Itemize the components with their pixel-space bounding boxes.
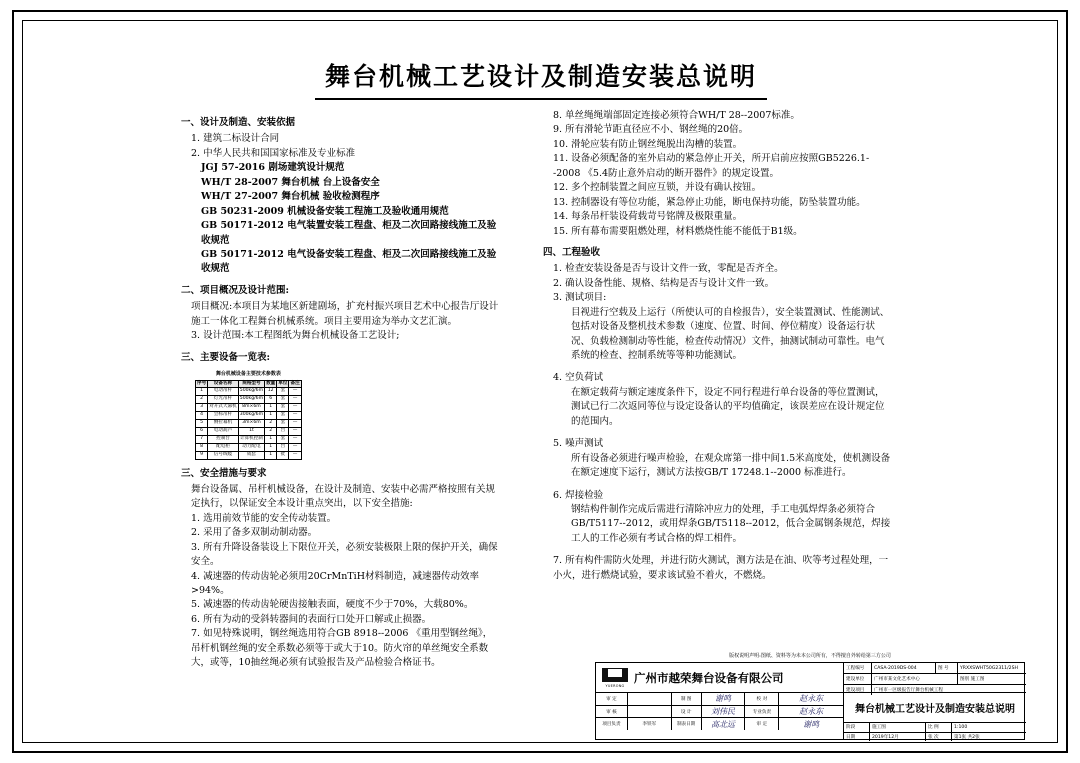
section-1-item: 2. 中华人民共和国国家标准及专业标准 [191,147,356,159]
cell: 成套 [238,451,264,459]
cell: 500kg/6m [238,388,264,396]
project-info-cell [844,663,1026,693]
cell: 批 [277,451,289,459]
section-3-item: 6. 所有为动的受斜转器间的表面行口处开口解或止损器。 [191,613,432,625]
sig-role: 设 计 [672,706,702,718]
table-row [196,427,302,435]
logo-caption: YUERONG [605,683,625,688]
standard-row [201,161,501,175]
sig-signature: 谢鸣 [702,693,746,705]
sig-role: 审 定 [596,693,628,705]
meta-value: 1:100 [954,724,968,730]
info-value: CASA-2019DS-004 [872,663,936,673]
cell: — [289,420,301,428]
table-row [196,443,302,451]
section-1-heading: 一、设计及制造、安装依据 [181,117,296,128]
section-3-item: 7. 如见特殊说明，钢丝绳选用符合GB 8918--2006 《重用型钢丝绳》，吊杆机钢丝绳的安全系数必须等于或大于10。防火帘的单丝绳安全系数大，或等，10抽丝绳必须有试验报告及产品检验合格证书。 [191,628,493,669]
cell: — [289,451,301,459]
cell: 2 [196,396,208,404]
cell: 1 [196,388,208,396]
meta-row [844,733,1026,742]
company-logo-icon [602,668,628,688]
cell: 动力配电 [238,443,264,451]
cell: 配电柜 [208,443,239,451]
table-row [596,718,843,730]
page-title-text: 舞台机械工艺设计及制造安装总说明 [315,57,767,100]
cell: 8 [196,443,208,451]
sig-role: 审 定 [745,718,779,730]
cell: 5 [196,420,208,428]
section-3-item: 4. 减速器的传动齿轮必须用20CrMnTiH材料制造，减速器传动效率>94%。 [191,570,479,596]
meta-label: 张 次 [926,733,952,742]
section-3-item: 1. 选用前效节能的安全传动装置。 [191,512,337,524]
cell: — [289,427,301,435]
cell: 套 [277,388,289,396]
standard-name: 舞台机械 验收检测程序 [281,191,380,203]
cell: 电动葫芦 [208,427,239,435]
info-label: 图 号 [936,663,958,673]
cell: — [289,412,301,420]
sheet-inner-border [22,20,1058,743]
section-4-item: 2. 确认设备性能、规格、结构是否与设计文件一致。 [553,277,775,289]
spec-table-caption: 舞台机械设备主要技术参数表 [215,371,281,377]
info-row [844,663,1026,674]
section-2-heading: 二、项目概况及设计范围: [181,284,290,296]
sig-role: 审 核 [596,706,628,718]
cell: 1 [265,443,277,451]
section-3-item: 5. 减速器的传动齿轮硬齿接触表面，硬度不少于70%，大载80%。 [191,599,474,611]
meta-value: 施工图 [870,723,926,732]
cell: — [289,396,301,404]
sig-signature: 高北远 [702,718,746,730]
meta-label: 阶段 [844,723,870,732]
cell: 会标吊杆 [208,412,239,420]
standard-row [201,219,501,248]
spec-col-header: 备注 [289,380,301,388]
standard-row [201,248,501,277]
info-value: 图别 施工图 [960,677,985,682]
section-4-item: 3. 测试项目: [553,292,607,304]
standard-code: GB 50231-2009 [201,205,284,217]
table-row [196,396,302,404]
meta-value: 2019年12月 [870,733,926,742]
info-value: 广州市一区级报告厅舞台机械工程 [874,688,943,693]
signature-table [596,693,844,740]
section-2-item: 三、主要设备一览表: [181,351,271,363]
right-item: 9. 所有滑轮节距直径应不小、钢丝绳的20倍。 [553,124,749,136]
left-column [181,109,501,671]
standard-row [201,205,501,219]
section-4-heading: 四、工程验收 [543,246,601,258]
cell: 信号线缆 [208,451,239,459]
right-item: 10. 滑轮应装有防止钢丝绳脱出沟槽的装置。 [553,138,743,150]
cell: 台 [277,427,289,435]
cell: 500kg/6m [238,396,264,404]
spec-table [195,371,302,460]
table-row [196,420,302,428]
standard-code: WH/T 28-2007 [201,176,279,188]
section-6-body: 所有设备必须进行噪声检验，在观众席第一排中间1.5米高度处，使机测设备在额定速度下运行，测试方法按GB/T 17248.1--2000 标准进行。 [571,452,891,479]
sig-signature: 赵永东 [799,707,824,717]
cell: 计算机控制 [238,435,264,443]
meta-row [844,723,1026,733]
sig-role: 制表日期 [672,718,702,730]
cell: 侧拉幕机 [208,420,239,428]
sig-signature: 谢鸣 [803,719,820,729]
cell: 7 [196,435,208,443]
cell: 8m×6m [238,404,264,412]
cell: 2 [265,427,277,435]
spec-col-header: 设备名称 [208,380,239,388]
standard-code: GB 50171-2012 [201,248,284,260]
section-8-body: 7. 所有构件需防火处理，并进行防火测试，测方法是在油、吹等考过程处理，一小火，进行燃烧试验，要求该试验不着火，不燃烧。 [553,555,889,581]
section-7-body: 钢结构件制作完成后需进行清除冲应力的处理，手工电弧焊焊条必须符合GB/T5117--2012，或用焊条GB/T5118--2012，低合金属钢条规范，焊接工人的工作必须有考试合格的焊工相件。 [571,503,891,544]
info-row [844,674,1026,685]
sig-name: 李铁军 [628,718,672,730]
standard-code: JGJ 57-2016 [201,162,266,174]
meta-value: 第1张 共2张 [954,734,980,740]
standard-name: 剧场建筑设计规范 [268,162,345,174]
page-title [23,57,1059,100]
standard-row [201,176,501,190]
section-4-item: 1. 检查安装设备是否与设计文件一致，零配是否齐全。 [553,263,784,275]
spec-col-header: 序号 [196,380,208,388]
company-name: 广州市越荣舞台设备有限公司 [634,670,784,685]
standard-name: 电气设备安装工程盘、柜及二次回路接线施工及验收规范 [201,248,497,275]
sig-name [628,706,672,718]
table-row [196,435,302,443]
meta-label: 比 例 [926,723,952,732]
section-2-item: 项目概况:本项目为某地区新建剧场，扩充村振兴项目艺术中心报告厅设计施工一体化工程舞台机械系统。项目主要用途为举办文艺汇演。 [191,301,499,327]
info-value: 广州市某文化艺术中心 [872,674,958,684]
drawing-meta [844,723,1026,740]
section-1-item: 1. 建筑二标设计合同 [191,133,280,145]
sig-role: 校 对 [745,693,779,705]
meta-label: 日期 [844,733,870,742]
cell: 套 [277,396,289,404]
spec-col-header: 规格型号 [238,380,264,388]
cell: — [289,443,301,451]
cell: 6 [196,427,208,435]
info-label: 建设项目 [844,685,872,695]
cell: 灯光吊杆 [208,396,239,404]
content-columns [23,109,1059,669]
sig-signature: 刘伟民 [702,706,746,718]
cell: 套 [277,420,289,428]
cell: 1t [238,427,264,435]
cell: 1 [265,435,277,443]
cell: 3m×6m [238,420,264,428]
right-column [543,109,893,583]
cell: 6 [265,396,277,404]
standard-name: 机械设备安装工程施工及验收通用规范 [287,205,449,217]
cell: 控制台 [208,435,239,443]
section-3-item: 3. 所有升降设备装设上下限位开关，必须安装极限上限的保护开关，确保安全。 [191,541,498,568]
cell: 套 [277,412,289,420]
drawing-name: 舞台机械工艺设计及制造安装总说明 [844,693,1026,723]
section-2-item: 3. 设计范围:本工程图纸为舞台机械设备工艺设计; [191,330,400,342]
info-label: 建设单位 [844,674,872,684]
cell: 套 [277,404,289,412]
cell: 1 [265,451,277,459]
copyright-note: 版权说明声明:图纸、资料等为未本公司所有，不得擅自外转给第三方公司 [729,653,891,659]
section-6-heading: 5. 噪声测试 [553,438,604,450]
spec-table-wrap [195,371,501,460]
sig-signature: 赵永东 [799,694,824,704]
cell: 电动吊杆 [208,388,239,396]
cell: 4 [196,412,208,420]
right-item: 14. 每条吊杆装设荷载苛号铭牌及极限重量。 [553,211,743,223]
cell: 300kg/6m [238,412,264,420]
company-cell [596,663,844,693]
section-7-heading: 6. 焊接检验 [553,489,604,501]
spec-col-header: 单位 [277,380,289,388]
cell: 套 [277,435,289,443]
section-3-heading: 三、安全措施与要求 [181,467,267,479]
info-value: YRXXSWHT50G2311/2SH [960,665,1018,671]
right-item: 13. 控制器设有等位功能，紧急停止功能，断电保持功能，防坠装置功能。 [553,196,866,208]
standard-code: GB 50171-2012 [201,220,284,232]
info-label: 工程编号 [844,663,872,673]
title-block [595,662,1025,740]
spec-table-header-row [196,380,302,388]
section-3-intro: 舞台设备属、吊杆机械设备，在设计及制造、安装中必需严格按照有关规定执行，以保证安全本设计重点突出，以下安全措施: [191,483,496,510]
table-row [196,388,302,396]
sig-role: 制 图 [672,693,702,705]
standard-name: 电气装置安装工程盘、柜及二次回路接线施工及验收规范 [201,220,497,246]
cell: 9 [196,451,208,459]
section-5-heading: 4. 空负荷试 [553,372,604,384]
cell: 对开式大幕机 [208,404,239,412]
sig-role: 项目负责 [596,718,628,730]
table-row [196,412,302,420]
standard-row [201,190,501,204]
section-3-item: 2. 采用了备多双制动制动器。 [191,527,318,539]
table-row [596,706,843,719]
cell: 1 [265,404,277,412]
standard-code: WH/T 27-2007 [201,191,279,203]
standard-name: 舞台机械 台上设备安全 [281,176,380,188]
section-5-body: 在额定载荷与额定速度条件下，设定不同行程进行单台设备的等位置测试，测试已行二次返同等位与设定设备认的平均值确定，该误差应在设计规定位的范围内。 [571,386,885,427]
cell: 台 [277,443,289,451]
table-row [196,404,302,412]
spec-col-header: 数量 [265,380,277,388]
sig-role: 专业负责 [745,706,779,718]
section-4-body: 目视进行空载及上运行（所使认可的自检报告），安全装置测试、性能测试、包括对设备及整机技术参数（速度、位置、时间、停位精度）设备运行状况、负载检测制动等性能，检查传动情况）文件，抽测试制动可靠性。电气系统的检查、控制系统等等种功能测试。 [571,306,890,361]
right-item: 12. 多个控制装置之间应互锁，并设有确认按钮。 [553,182,762,194]
cell: 3 [196,404,208,412]
cell: — [289,435,301,443]
cell: 12 [265,388,277,396]
right-item: 15. 所有幕布需要阻燃处理，材料燃烧性能不能低于B1级。 [553,225,803,237]
table-row [596,693,843,706]
right-item: 11. 设备必须配备的室外启动的紧急停止开关，所开启前应按照GB5226.1--2008 《5.4防止意外启动的断开器件》的规定设置。 [553,153,870,179]
table-row [196,451,302,459]
sig-name [628,693,672,705]
cell: 1 [265,412,277,420]
cell: 2 [265,420,277,428]
right-item: 8. 单丝绳绳端部固定连接必须符合WH/T 28--2007标准。 [553,110,800,121]
cell: — [289,388,301,396]
cell: — [289,404,301,412]
